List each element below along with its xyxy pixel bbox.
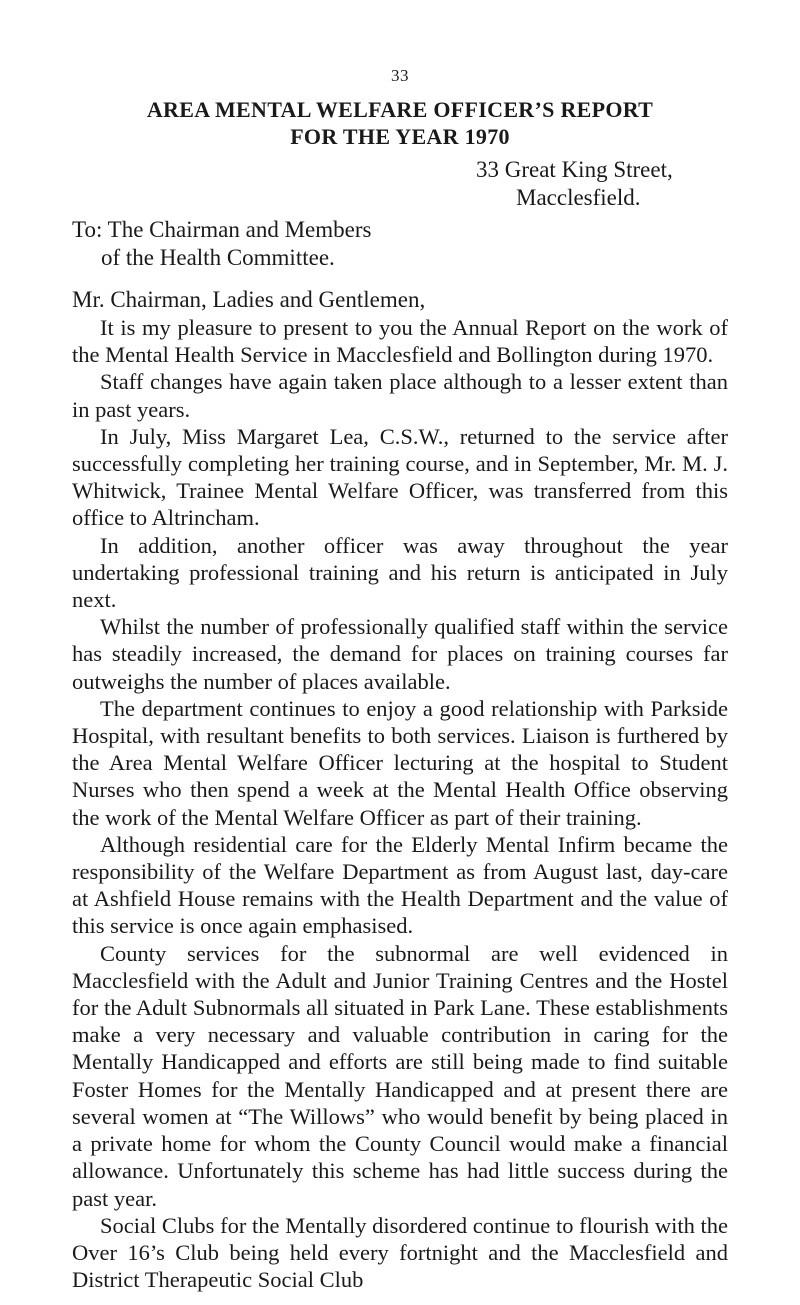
report-title-line-2: FOR THE YEAR 1970 <box>290 124 510 149</box>
paragraph: County services for the subnormal are well evidenced in Macclesfield with the Adult and Junior Training Centres and the Hostel for the Adult Subnormals all situated in Park Lane. These establishments make a very necessary and valuable contribution in caring for the Mentally Handicapped and efforts are still being made to find suitable Foster Homes for the Mentally Handicapped and at present there are several women at “The Willows” who would benefit by being placed in a private home for whom the County Council would make a financial allowance. Unfortunately this scheme has had little success during the past year. <box>72 940 728 1211</box>
paragraph: Staff changes have again taken place although to a lesser extent than in past years. <box>72 369 728 422</box>
report-title-line-1: AREA MENTAL WELFARE OFFICER’S REPORT <box>146 97 654 122</box>
paragraph: Whilst the number of professionally qualified staff within the service has steadily increased, the demand for places on training courses far outweighs the number of places available. <box>72 614 728 694</box>
paragraph: It is my pleasure to present to you the Annual Report on the work of the Mental Health Service in Macclesfield and Bollington during 1970. <box>72 315 728 368</box>
salutation: Mr. Chairman, Ladies and Gentlemen, <box>72 287 426 312</box>
paragraph: In July, Miss Margaret Lea, C.S.W., returned to the service after successfully completing her training course, and in September, Mr. M. J. Whitwick, Trainee Mental Welfare Officer, was transferred from this office to Altrincham. <box>72 423 728 531</box>
address-line-2: Macclesfield. <box>516 185 641 210</box>
recipient-line-1: To: The Chairman and Members <box>72 217 372 242</box>
paragraph: In addition, another officer was away throughout the year undertaking professional training and his return is anticipated in July next. <box>72 532 728 613</box>
paragraph: The department continues to enjoy a good relationship with Parkside Hospital, with resultant benefits to both services. Liaison is furthered by the Area Mental Welfare Officer lecturing at the hospital to Student Nurses who then spend a week at the Mental Health Office observing the work of the Mental Welfare Officer as part of their training. <box>72 695 728 830</box>
report-body <box>72 314 728 1293</box>
recipient-line-2: of the Health Committee. <box>101 245 335 270</box>
paragraph: Social Clubs for the Mentally disordered continue to flourish with the Over 16’s Club being held every fortnight and the Macclesfield and District Therapeutic Social Club <box>72 1212 728 1293</box>
address-line-1: 33 Great King Street, <box>476 157 673 182</box>
page-number: 33 <box>391 66 409 85</box>
paragraph: Although residential care for the Elderly Mental Infirm became the responsibility of the Welfare Department as from August last, day-care at Ashfield House remains with the Health Department and the value of this service is once again emphasised. <box>72 831 728 939</box>
